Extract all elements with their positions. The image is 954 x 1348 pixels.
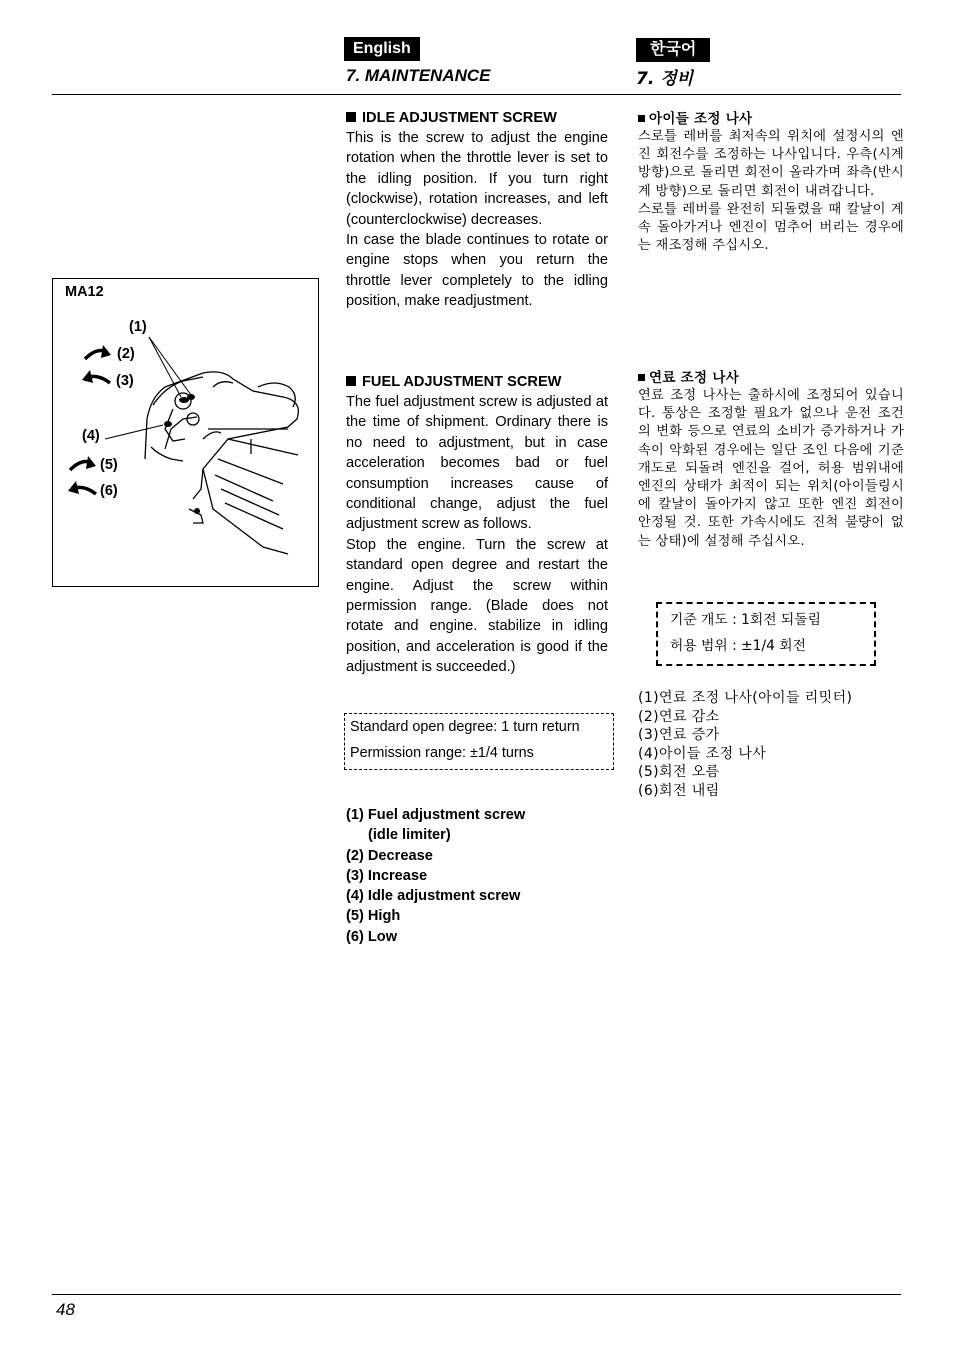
korean-section-title: 7. 정비	[636, 69, 694, 89]
korean-language-tag: 한국어	[636, 38, 710, 62]
clockwise-arrow-head-icon	[86, 456, 96, 469]
english-idle-section	[346, 108, 608, 312]
english-legend-item-5: (5) High	[346, 908, 401, 925]
engine-illustration	[53, 279, 318, 586]
korean-legend	[638, 689, 904, 801]
english-idle-paragraph-1: This is the screw to adjust the engine rotation when the throttle lever is set to the idling position. If you turn right (clockwise), rotation increases, and left (counterclockwise) decreases.	[346, 130, 608, 228]
english-spec-box	[344, 713, 614, 770]
figure-label-6: (6)	[100, 483, 118, 499]
square-bullet-icon	[638, 374, 645, 381]
square-bullet-icon	[346, 112, 356, 122]
korean-spec-box	[656, 602, 876, 666]
english-fuel-heading: FUEL ADJUSTMENT SCREW	[346, 372, 608, 392]
korean-idle-paragraph-2: 스로틀 레버를 완전히 되돌렸을 때 칼날이 계속 돌아가거나 엔진이 멈추어 버리는 경우에는 재조정해 주십시오.	[638, 201, 904, 254]
figure-ma12	[52, 278, 319, 587]
korean-legend-item-6: (6)회전 내림	[638, 782, 720, 799]
square-bullet-icon	[638, 115, 645, 122]
korean-legend-item-2: (2)연료 감소	[638, 708, 720, 725]
figure-label-4: (4)	[82, 428, 100, 444]
english-legend-item-6: (6) Low	[346, 928, 398, 945]
english-spec-line-1: Standard open degree: 1 turn return	[350, 719, 580, 735]
english-legend-item-2: (2) Decrease	[346, 847, 433, 864]
korean-legend-item-1: (1)연료 조정 나사(아이들 리밋터)	[638, 690, 853, 706]
counterclockwise-arrow-head-icon	[68, 481, 79, 494]
figure-label-1: (1)	[129, 319, 147, 335]
korean-idle-section	[638, 110, 904, 255]
korean-fuel-section	[638, 369, 904, 551]
figure-label-5: (5)	[100, 457, 118, 473]
korean-spec-line-1: 기준 개도 : 1회전 되돌림	[670, 612, 821, 628]
korean-idle-paragraph-1: 스로틀 레버를 최저속의 위치에 설정시의 엔진 회전수를 조정하는 나사입니다. 우측(시계 방향)으로 돌리면 회전이 올라가며 좌측(반시계 방향)으로 돌리면 회전이 내려갑니다.	[638, 129, 904, 199]
english-legend-item-3: (3) Increase	[346, 867, 428, 884]
square-bullet-icon	[346, 376, 356, 386]
korean-legend-item-4: (4)아이들 조정 나사	[638, 745, 767, 762]
english-language-tag: English	[344, 37, 420, 61]
english-fuel-paragraph-1: The fuel adjustment screw is adjusted at the time of shipment. Ordinary there is no need to adjustment, but in case acceleration becomes bad or fuel consumption increases cause of conditional change, adjust the fuel adjustment screw as follows.	[346, 394, 608, 533]
korean-fuel-paragraph-1: 연료 조정 나사는 출하시에 조정되어 있습니다. 통상은 조정할 필요가 없으나 운전 조건의 변화 등으로 연료의 소비가 증가하거나 가속이 악화된 경우에는 일단 조인 다음에 기준 개도로 되돌려 엔진을 걸어, 허용 범위내에 엔진의 상태가 최적이 되는 위치(아이들링시에 칼날이 돌아가지 않고 또한 엔진 회전이 안정될 것. 또한 가속시에도 진척 불량이 없는 상태)에 설정해 주십시오.	[638, 388, 904, 549]
english-legend-item-4: (4) Idle adjustment screw	[346, 888, 521, 905]
korean-legend-item-3: (3)연료 증가	[638, 727, 720, 744]
figure-label-2: (2)	[117, 346, 135, 362]
korean-legend-item-5: (5)회전 오름	[638, 764, 720, 781]
english-fuel-section	[346, 372, 608, 678]
english-legend-item-1-sub: (idle limiter)	[368, 827, 451, 844]
clockwise-arrow-head-icon	[101, 345, 111, 358]
english-legend	[346, 805, 606, 947]
english-idle-heading: IDLE ADJUSTMENT SCREW	[346, 108, 608, 128]
header-rule	[52, 94, 901, 95]
counterclockwise-arrow-head-icon	[82, 370, 93, 383]
korean-fuel-heading: 연료 조정 나사	[638, 369, 904, 387]
korean-idle-heading: 아이들 조정 나사	[638, 110, 904, 128]
english-spec-line-2: Permission range: ±1/4 turns	[350, 745, 534, 761]
page-number: 48	[56, 1300, 75, 1319]
english-section-title: 7. MAINTENANCE	[346, 66, 491, 85]
english-fuel-paragraph-2: Stop the engine. Turn the screw at standard open degree and restart the engine. Adjust the screw within permission range. (Blade does not rotate and engine. stabilize in idling position, and acceleration is good if the adjustment is succeeded.)	[346, 536, 608, 676]
footer-rule	[52, 1294, 901, 1295]
figure-title: MA12	[65, 284, 104, 300]
korean-spec-line-2: 허용 범위 : ±1/4 회전	[670, 638, 806, 654]
english-idle-paragraph-2: In case the blade continues to rotate or engine stops when you return the throttle lever completely to the idling position, make readjustment.	[346, 232, 608, 310]
english-legend-item-1: (1) Fuel adjustment screw	[346, 807, 526, 823]
figure-label-3: (3)	[116, 373, 134, 389]
